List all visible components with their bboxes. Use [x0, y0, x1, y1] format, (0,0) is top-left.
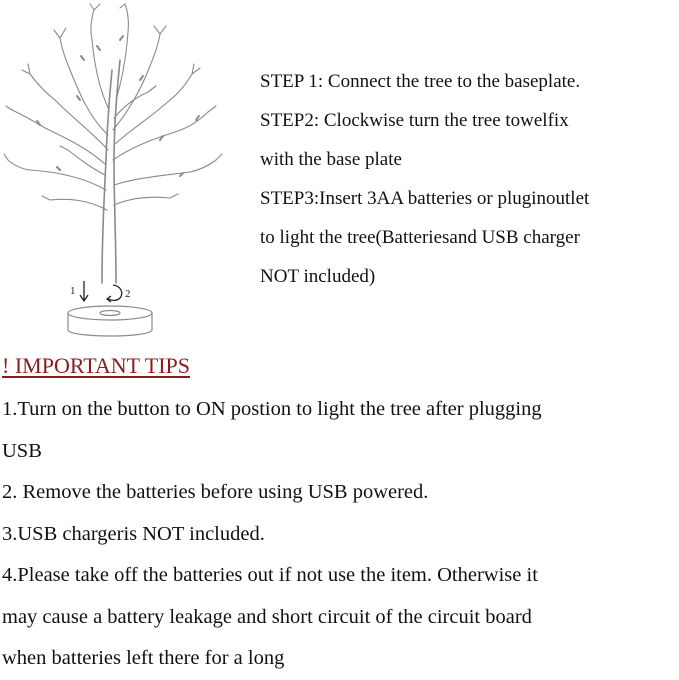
tip-4: 4.Please take off the batteries out if not use the item. Otherwise it: [2, 564, 538, 586]
tip-4-end: when batteries left there for a long: [2, 647, 285, 669]
tip-3: 3.USB chargeris NOT included.: [2, 522, 265, 545]
step-3-end: NOT included): [260, 266, 376, 287]
arrow-down-label: 1: [70, 285, 76, 297]
base-plate: [68, 306, 152, 336]
important-tips-heading: ! IMPORTANT TIPS: [2, 353, 191, 378]
tip-2: 2. Remove the batteries before using USB powered.: [2, 481, 429, 503]
tip-1-continued: USB: [2, 439, 42, 462]
setup-steps: [260, 62, 675, 296]
tip-4-continued: may cause a battery leakage and short circuit of the circuit board: [2, 605, 532, 628]
down-arrow-icon: [80, 281, 88, 301]
step-2-continued: with the base plate: [260, 149, 402, 170]
tip-1: 1.Turn on the button to ON postion to light the tree after plugging: [2, 398, 542, 420]
step-3-continued: to light the tree(Batteriesand USB charger: [260, 227, 580, 248]
tree-illustration: [0, 0, 240, 345]
tips-list: [2, 389, 679, 680]
step-3-line: STEP3:Insert 3AA batteries or pluginoutlet: [260, 188, 590, 209]
rotate-arrow-icon: [107, 285, 122, 302]
tree-drawing: [0, 0, 240, 345]
step-1-line: STEP 1: Connect the tree to the baseplate.: [260, 71, 581, 92]
step-2-line: STEP2: Clockwise turn the tree towelfix: [260, 110, 569, 131]
rotate-label: 2: [125, 288, 131, 300]
